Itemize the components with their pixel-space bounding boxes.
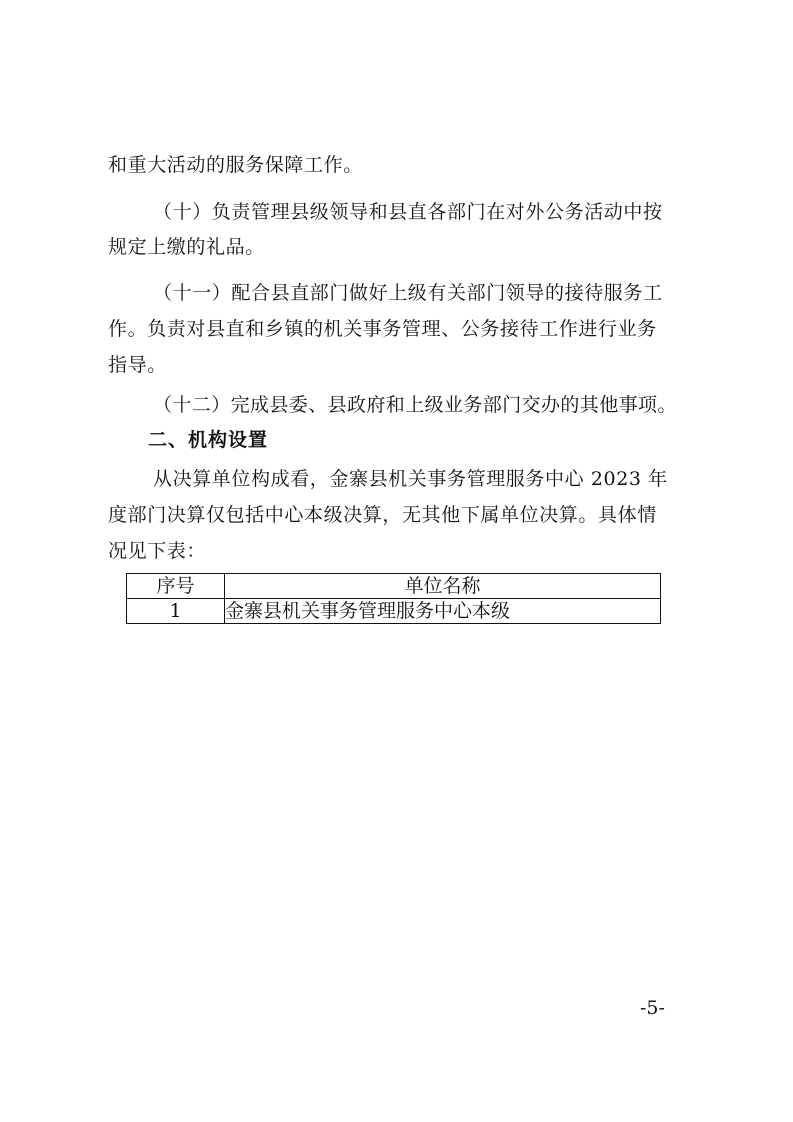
- unit-table: [126, 573, 661, 624]
- paragraph-item-10-line-1: （十）负责管理县级领导和县直各部门在对外公务活动中按: [153, 201, 663, 223]
- section-heading: 二、机构设置: [148, 429, 269, 451]
- table-row: [127, 599, 661, 624]
- paragraph-item-11-line-3: 指导。: [108, 354, 167, 376]
- column-header-number: 序号: [127, 574, 225, 599]
- section-intro-line-1: 从决算单位构成看，金寨县机关事务管理服务中心 2023 年: [153, 468, 668, 490]
- page-number: -5-: [640, 997, 665, 1019]
- row-number-cell: 1: [127, 599, 225, 624]
- paragraph-item-11-line-2: 作。负责对县直和乡镇的机关事务管理、公务接待工作进行业务: [108, 318, 657, 340]
- paragraph-item-11-line-1: （十一）配合县直部门做好上级有关部门领导的接待服务工: [153, 282, 663, 304]
- table-header-row: [127, 574, 661, 599]
- column-header-unit-name: 单位名称: [225, 574, 661, 599]
- row-unit-name-cell: 金寨县机关事务管理服务中心本级: [225, 599, 661, 624]
- section-intro-line-3: 况见下表：: [108, 540, 207, 562]
- section-intro-line-2: 度部门决算仅包括中心本级决算，无其他下属单位决算。具体情: [108, 504, 657, 526]
- paragraph-item-12-line-1: （十二）完成县委、县政府和上级业务部门交办的其他事项。: [153, 394, 677, 416]
- paragraph-item-10-line-2: 规定上缴的礼品。: [108, 236, 265, 258]
- paragraph-continuation: 和重大活动的服务保障工作。: [108, 154, 363, 176]
